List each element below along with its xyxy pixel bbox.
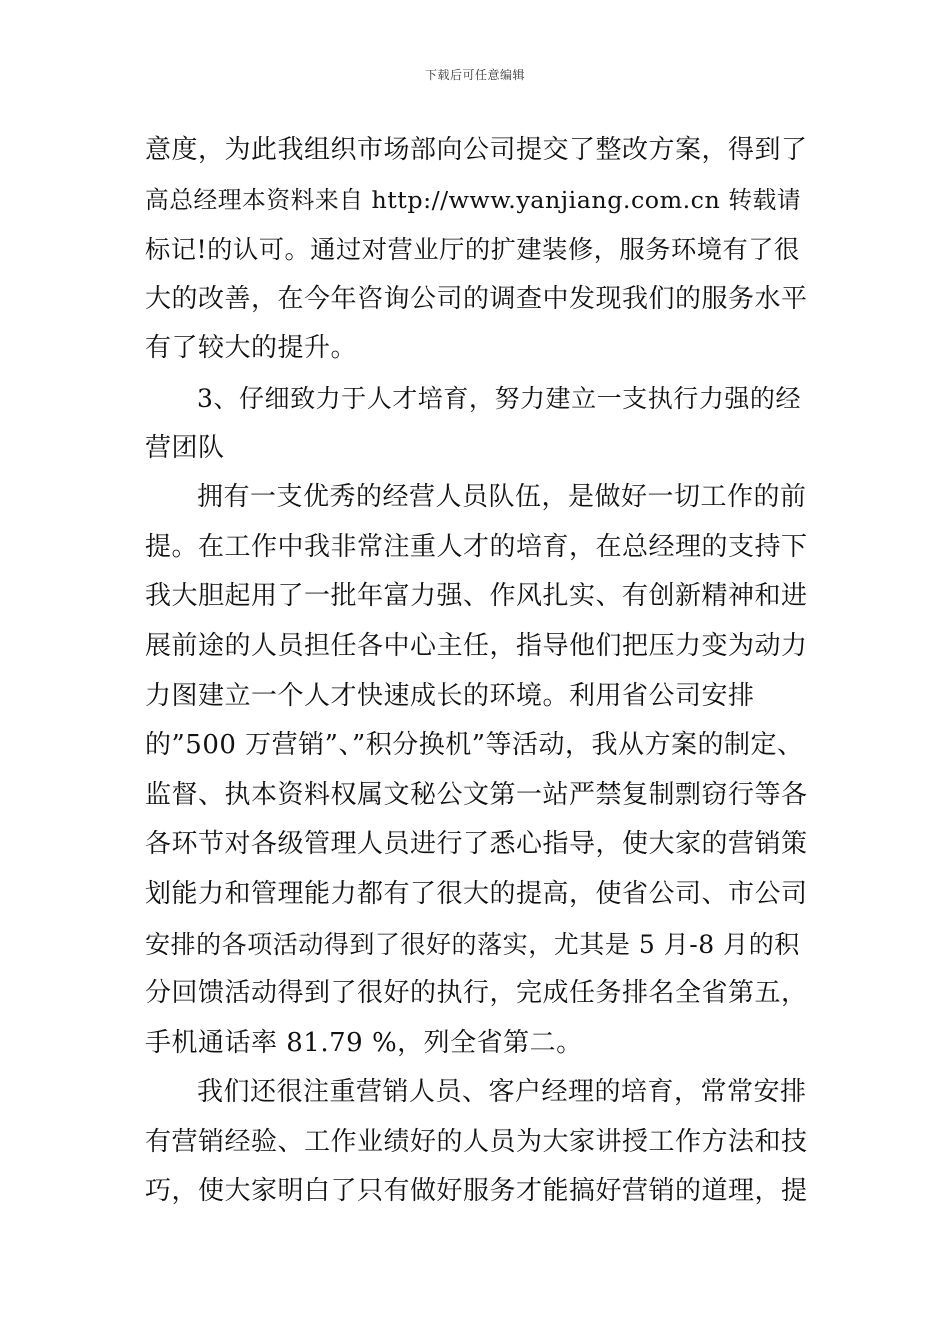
text-line: 有了较大的提升。 — [145, 333, 358, 364]
text-line: 巧，使大家明白了只有做好服务才能搞好营销的道理，提 — [145, 1176, 808, 1207]
text-line: 3、仔细致力于人才培育，努力建立一支执行力强的经 — [197, 383, 802, 413]
text-line: 提。在工作中我非常注重人才的培育，在总经理的支持下 — [145, 531, 808, 562]
text-line: 力图建立一个人才快速成长的环境。利用省公司安排 — [145, 680, 755, 711]
text-line: 分回馈活动得到了很好的执行，完成任务排名全省第五， — [145, 978, 808, 1009]
text-line: 营团队 — [145, 432, 225, 463]
text-line: 拥有一支优秀的经营人员队伍，是做好一切工作的前 — [197, 482, 807, 513]
text-line: 高总经理本资料来自 http://www.yanjiang.com.cn 转载请 — [145, 185, 802, 214]
document-body — [145, 126, 813, 1217]
paragraph — [145, 126, 813, 374]
text-line: 展前途的人员担任各中心主任，指导他们把压力变为动力 — [145, 630, 808, 661]
text-line: 意度，为此我组织市场部向公司提交了整改方案，得到了 — [145, 135, 808, 165]
text-line: 各环节对各级管理人员进行了悉心指导，使大家的营销策 — [145, 829, 808, 860]
text-line: 我们还很注重营销人员、客户经理的培育，常常安排 — [197, 1077, 807, 1108]
page-header: 下载后可任意编辑 — [424, 68, 525, 82]
text-line: 我大胆起用了一批年富力强、作风扎实、有创新精神和进 — [145, 581, 808, 612]
text-line: 划能力和管理能力都有了很大的提高，使省公司、市公司 — [145, 878, 808, 909]
text-line: 标记!的认可。通过对营业厅的扩建装修，服务环境有了很 — [145, 235, 800, 265]
text-line: 监督、执本资料权属文秘公文第一站严禁复制剽窃行等各 — [145, 779, 808, 810]
text-line: 的”500 万营销”、”积分换机”等活动，我从方案的制定、 — [145, 730, 804, 761]
text-line: 大的改善，在今年咨询公司的调查中发现我们的服务水平 — [145, 283, 808, 314]
text-line: 有营销经验、工作业绩好的人员为大家讲授工作方法和技 — [145, 1126, 808, 1157]
text-line: 手机通话率 81.79 %，列全省第二。 — [145, 1027, 583, 1058]
paragraph — [145, 473, 813, 1068]
section-heading — [145, 374, 813, 473]
paragraph — [145, 1068, 813, 1217]
text-line: 安排的各项活动得到了很好的落实，尤其是 5 月-8 月的积 — [145, 929, 800, 959]
